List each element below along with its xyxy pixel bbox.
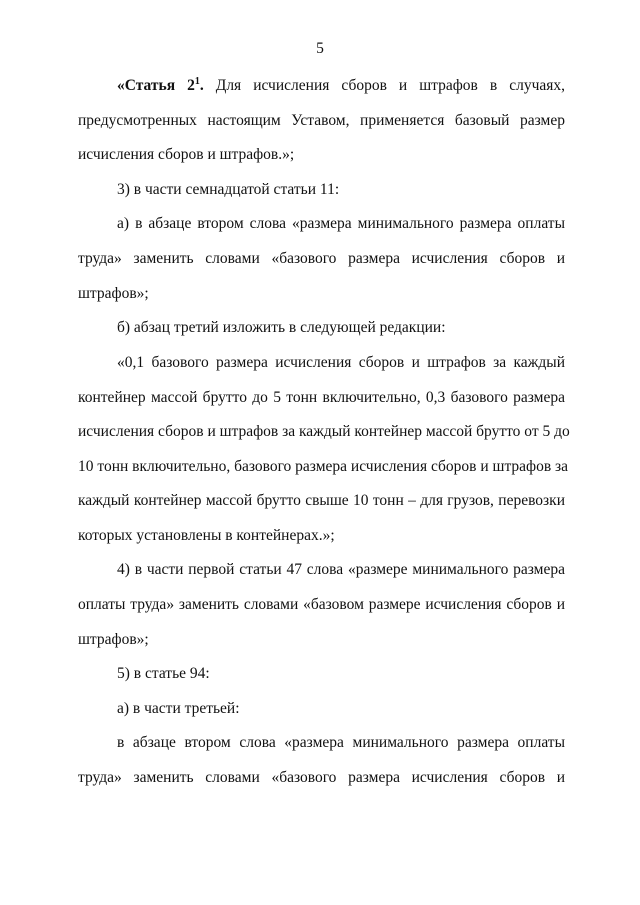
article-heading-superscript: 1 (194, 76, 200, 87)
paragraph-line: 3) в части семнадцатой статьи 11: (117, 181, 340, 198)
paragraph-line: труда» заменить словами «базового размера исчисления сборов и (78, 250, 565, 267)
paragraph-line: штрафов»; (78, 285, 149, 302)
paragraph-line: штрафов»; (78, 631, 149, 648)
paragraph-line: оплаты труда» заменить словами «базовом размере исчисления сборов и (78, 596, 565, 613)
article-text-line: предусмотренных настоящим Уставом, применяется базовый размер (78, 112, 565, 129)
article-text-line: исчисления сборов и штрафов.»; (78, 146, 295, 163)
paragraph-line: 5) в статье 94: (117, 665, 210, 682)
article-text-first: Для исчисления сборов и штрафов в случаях, (203, 77, 565, 94)
paragraph-line: «0,1 базового размера исчисления сборов и штрафов за каждый (117, 354, 565, 371)
paragraph-line: каждый контейнер массой брутто свыше 10 тонн – для грузов, перевозки (78, 492, 565, 509)
paragraph-line: в абзаце втором слова «размера минимального размера оплаты (117, 734, 565, 751)
paragraph-line: б) абзац третий изложить в следующей редакции: (117, 319, 446, 336)
page-number: 5 (316, 40, 324, 57)
article-heading-line (117, 77, 565, 95)
paragraph-line: труда» заменить словами «базового размера исчисления сборов и (78, 769, 565, 786)
paragraph-line: которых установлены в контейнерах.»; (78, 527, 335, 544)
paragraph-line: 4) в части первой статьи 47 слова «размере минимального размера (117, 561, 565, 578)
paragraph-line: исчисления сборов и штрафов за каждый контейнер массой брутто от 5 до (78, 423, 570, 440)
article-heading: «Статья $2^1$. (117, 76, 204, 94)
paragraph-line: а) в абзаце втором слова «размера минимального размера оплаты (117, 215, 565, 232)
paragraph-line: 10 тонн включительно, базового размера исчисления сборов и штрафов за (78, 458, 569, 475)
paragraph-line: контейнер массой брутто до 5 тонн включительно, 0,3 базового размера (78, 389, 565, 406)
paragraph-line: а) в части третьей: (117, 700, 240, 717)
